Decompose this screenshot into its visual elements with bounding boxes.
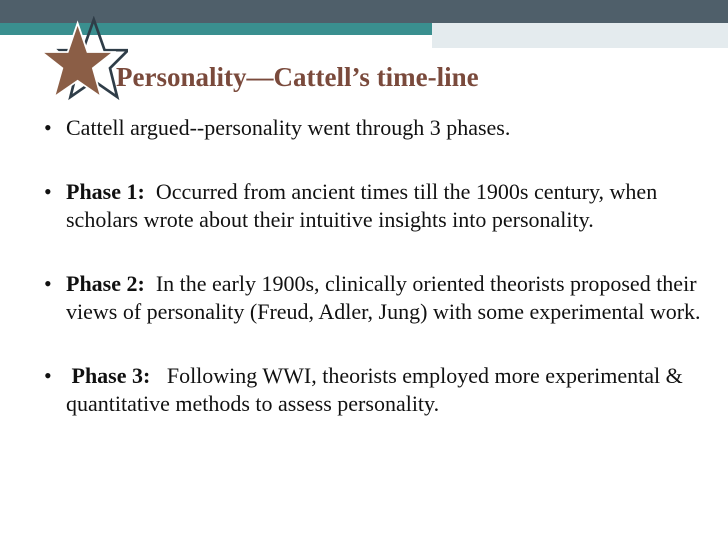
phase-label: Phase 1: (66, 179, 145, 204)
bullet-item (44, 114, 714, 142)
bullet-dot: • (44, 271, 52, 296)
light-accent-block (432, 23, 728, 48)
bullet-dot: • (44, 363, 52, 388)
bullet-dot: • (44, 115, 52, 140)
bullet-dot: • (44, 179, 52, 204)
bullet-list (44, 114, 714, 418)
star-icon (38, 16, 128, 106)
bullet-item (44, 178, 714, 234)
slide-title: Personality—Cattell’s time-line (116, 62, 479, 92)
bullet-text: In the early 1900s, clinically oriented theorists proposed their views of personality (Freud, Adler, Jung) with some experimental work. (66, 271, 701, 324)
bullet-item (44, 362, 714, 418)
phase-label: Phase 2: (66, 271, 145, 296)
bullet-item (44, 270, 714, 326)
bullet-text: Occurred from ancient times till the 1900s century, when scholars wrote about their intuitive insights into personality. (66, 179, 658, 232)
phase-label: Phase 3: (66, 363, 151, 388)
bullet-text: Cattell argued--personality went through 3 phases. (66, 115, 511, 140)
bullet-text: Following WWI, theorists employed more experimental & quantitative methods to assess personality. (66, 363, 683, 416)
